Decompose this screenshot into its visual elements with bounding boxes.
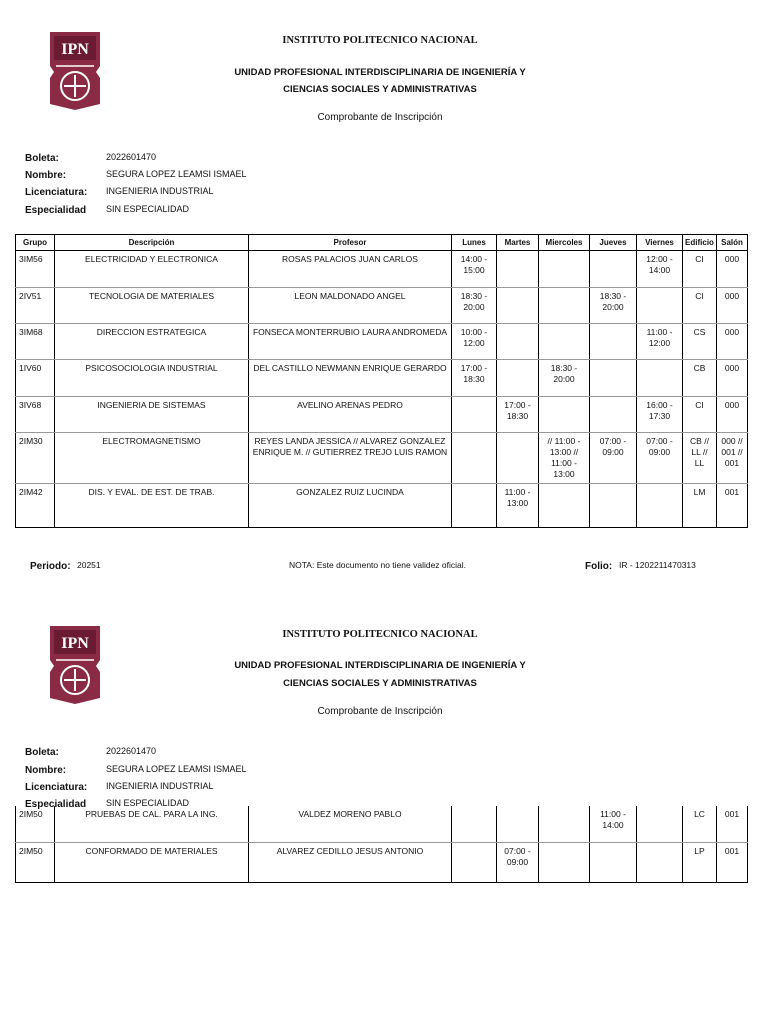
cell-martes	[497, 251, 539, 288]
cell-martes	[497, 433, 539, 484]
especialidad-label: Especialidad	[25, 205, 87, 216]
cell-lunes: 18:30 - 20:00	[452, 288, 497, 324]
especialidad-value: SIN ESPECIALIDAD	[106, 204, 190, 214]
cell-lunes	[452, 433, 497, 484]
table-row	[16, 806, 748, 842]
column-header-descripcion: Descripción	[55, 235, 249, 251]
cell-descripcion: PRUEBAS DE CAL. PARA LA ING.	[55, 806, 249, 842]
folio-value: IR - 1202211470313	[619, 560, 696, 570]
cell-miercoles: 18:30 - 20:00	[539, 360, 590, 397]
cell-grupo: 3IV68	[16, 397, 55, 433]
cell-miercoles	[539, 842, 590, 882]
cell-lunes: 10:00 - 12:00	[452, 324, 497, 360]
cell-lunes	[452, 397, 497, 433]
cell-jueves	[590, 360, 637, 397]
table-row	[16, 433, 748, 484]
cell-edificio: CI	[683, 251, 717, 288]
cell-lunes: 14:00 - 15:00	[452, 251, 497, 288]
cell-profesor: ROSAS PALACIOS JUAN CARLOS	[249, 251, 452, 288]
table-row	[16, 288, 748, 324]
cell-viernes: 07:00 - 09:00	[637, 433, 683, 484]
cell-martes	[497, 360, 539, 397]
cell-viernes: 12:00 - 14:00	[637, 251, 683, 288]
cell-martes	[497, 324, 539, 360]
cell-jueves	[590, 842, 637, 882]
column-header-lunes: Lunes	[452, 235, 497, 251]
institute-title: INSTITUTO POLITECNICO NACIONAL	[282, 629, 478, 640]
cell-descripcion: DIRECCION ESTRATEGICA	[55, 324, 249, 360]
cell-profesor: AVELINO ARENAS PEDRO	[249, 397, 452, 433]
cell-jueves: 18:30 - 20:00	[590, 288, 637, 324]
cell-grupo: 1IV60	[16, 360, 55, 397]
schedule-table-continued	[15, 806, 748, 883]
cell-salon: 000	[717, 324, 748, 360]
cell-grupo: 2IM50	[16, 842, 55, 882]
licenciatura-value: INGENIERIA INDUSTRIAL	[106, 781, 214, 791]
doc-title: Comprobante de Inscripción	[317, 706, 443, 717]
cell-salon: 001	[717, 806, 748, 842]
cell-grupo: 3IM68	[16, 324, 55, 360]
cell-miercoles	[539, 397, 590, 433]
table-row	[16, 324, 748, 360]
nombre-value: SEGURA LOPEZ LEAMSI ISMAEL	[106, 169, 247, 179]
cell-miercoles	[539, 251, 590, 288]
cell-martes: 17:00 - 18:30	[497, 397, 539, 433]
boleta-value: 2022601470	[106, 746, 157, 756]
cell-descripcion: TECNOLOGIA DE MATERIALES	[55, 288, 249, 324]
cell-viernes: 16:00 - 17:30	[637, 397, 683, 433]
cell-salon: 000	[717, 288, 748, 324]
table-row	[16, 842, 748, 882]
especialidad-label: Especialidad	[25, 799, 87, 810]
cell-edificio: CB	[683, 360, 717, 397]
cell-edificio: CB // LL // LL	[683, 433, 717, 484]
cell-profesor: DEL CASTILLO NEWMANN ENRIQUE GERARDO	[249, 360, 452, 397]
cell-viernes	[637, 806, 683, 842]
unit-line-1: UNIDAD PROFESIONAL INTERDISCIPLINARIA DE INGENIERÍA Y	[234, 67, 526, 78]
table-row	[16, 251, 748, 288]
schedule-table	[15, 234, 748, 528]
boleta-label: Boleta:	[25, 747, 59, 758]
cell-viernes	[637, 360, 683, 397]
nombre-label: Nombre:	[25, 170, 67, 181]
boleta-value: 2022601470	[106, 152, 157, 162]
cell-jueves: 07:00 - 09:00	[590, 433, 637, 484]
cell-miercoles	[539, 324, 590, 360]
doc-title: Comprobante de Inscripción	[317, 112, 443, 123]
cell-profesor: VALDEZ MORENO PABLO	[249, 806, 452, 842]
column-header-martes: Martes	[497, 235, 539, 251]
cell-profesor: GONZALEZ RUIZ LUCINDA	[249, 484, 452, 528]
cell-grupo: 2IV51	[16, 288, 55, 324]
table-row	[16, 360, 748, 397]
cell-miercoles: // 11:00 - 13:00 // 11:00 - 13:00	[539, 433, 590, 484]
cell-salon: 001	[717, 484, 748, 528]
cell-edificio: CI	[683, 288, 717, 324]
cell-profesor: FONSECA MONTERRUBIO LAURA ANDROMEDA	[249, 324, 452, 360]
cell-viernes: 11:00 - 12:00	[637, 324, 683, 360]
cell-viernes	[637, 288, 683, 324]
column-header-grupo: Grupo	[16, 235, 55, 251]
cell-salon: 000 // 001 // 001	[717, 433, 748, 484]
column-header-miercoles: Miercoles	[539, 235, 590, 251]
column-header-edificio: Edificio	[683, 235, 717, 251]
cell-lunes	[452, 842, 497, 882]
cell-lunes	[452, 806, 497, 842]
cell-martes	[497, 806, 539, 842]
cell-descripcion: PSICOSOCIOLOGIA INDUSTRIAL	[55, 360, 249, 397]
licenciatura-value: INGENIERIA INDUSTRIAL	[106, 186, 214, 196]
nota-text: NOTA: Este documento no tiene validez oficial.	[289, 560, 467, 570]
cell-miercoles	[539, 288, 590, 324]
cell-jueves	[590, 251, 637, 288]
cell-miercoles	[539, 806, 590, 842]
table-row	[16, 484, 748, 528]
column-header-viernes: Viernes	[637, 235, 683, 251]
nombre-value: SEGURA LOPEZ LEAMSI ISMAEL	[106, 764, 247, 774]
cell-salon: 000	[717, 251, 748, 288]
column-header-jueves: Jueves	[590, 235, 637, 251]
boleta-label: Boleta:	[25, 153, 59, 164]
institute-title: INSTITUTO POLITECNICO NACIONAL	[282, 35, 478, 46]
cell-edificio: LC	[683, 806, 717, 842]
cell-martes: 11:00 - 13:00	[497, 484, 539, 528]
cell-jueves	[590, 484, 637, 528]
cell-grupo: 2IM42	[16, 484, 55, 528]
cell-jueves	[590, 397, 637, 433]
cell-grupo: 2IM50	[16, 806, 55, 842]
unit-line-2: CIENCIAS SOCIALES Y ADMINISTRATIVAS	[283, 84, 477, 95]
cell-martes	[497, 288, 539, 324]
periodo-value: 20251	[77, 560, 101, 570]
svg-text:IPN: IPN	[61, 41, 89, 58]
cell-lunes: 17:00 - 18:30	[452, 360, 497, 397]
periodo-label: Periodo:	[30, 561, 71, 572]
cell-profesor: LEON MALDONADO ANGEL	[249, 288, 452, 324]
svg-text:IPN: IPN	[61, 635, 89, 652]
cell-viernes	[637, 484, 683, 528]
folio-label: Folio:	[585, 561, 613, 572]
cell-grupo: 3IM56	[16, 251, 55, 288]
cell-grupo: 2IM30	[16, 433, 55, 484]
column-header-salon: Salón	[717, 235, 748, 251]
cell-edificio: LM	[683, 484, 717, 528]
cell-miercoles	[539, 484, 590, 528]
unit-line-1: UNIDAD PROFESIONAL INTERDISCIPLINARIA DE INGENIERÍA Y	[234, 660, 526, 671]
cell-descripcion: CONFORMADO DE MATERIALES	[55, 842, 249, 882]
licenciatura-label: Licenciatura:	[25, 782, 88, 793]
licenciatura-label: Licenciatura:	[25, 187, 88, 198]
cell-profesor: ALVAREZ CEDILLO JESUS ANTONIO	[249, 842, 452, 882]
cell-salon: 000	[717, 397, 748, 433]
column-header-profesor: Profesor	[249, 235, 452, 251]
cell-martes: 07:00 - 09:00	[497, 842, 539, 882]
table-row	[16, 397, 748, 433]
cell-descripcion: DIS. Y EVAL. DE EST. DE TRAB.	[55, 484, 249, 528]
cell-jueves: 11:00 - 14:00	[590, 806, 637, 842]
especialidad-value: SIN ESPECIALIDAD	[106, 798, 190, 808]
cell-salon: 001	[717, 842, 748, 882]
cell-edificio: LP	[683, 842, 717, 882]
cell-descripcion: ELECTROMAGNETISMO	[55, 433, 249, 484]
cell-salon: 000	[717, 360, 748, 397]
cell-profesor: REYES LANDA JESSICA // ALVAREZ GONZALEZ ENRIQUE M. // GUTIERREZ TREJO LUIS RAMON	[249, 433, 452, 484]
cell-lunes	[452, 484, 497, 528]
cell-descripcion: INGENIERIA DE SISTEMAS	[55, 397, 249, 433]
cell-descripcion: ELECTRICIDAD Y ELECTRONICA	[55, 251, 249, 288]
cell-edificio: CS	[683, 324, 717, 360]
unit-line-2: CIENCIAS SOCIALES Y ADMINISTRATIVAS	[283, 678, 477, 689]
cell-jueves	[590, 324, 637, 360]
nombre-label: Nombre:	[25, 765, 67, 776]
cell-edificio: CI	[683, 397, 717, 433]
cell-viernes	[637, 842, 683, 882]
